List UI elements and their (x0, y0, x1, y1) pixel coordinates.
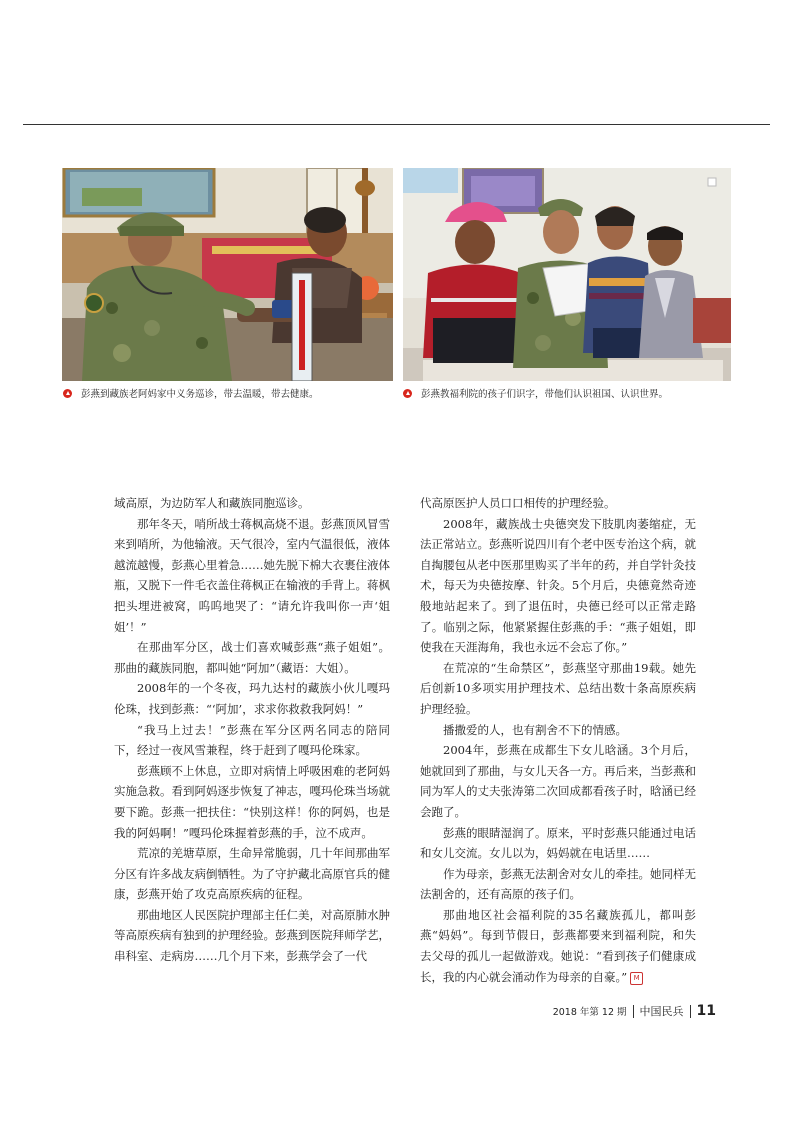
article-paragraph (114, 637, 390, 678)
paragraph-text: 那曲地区社会福利院的35名藏族孤儿，都叫彭燕“妈妈”。每到节假日，彭燕都要来到福利院，和失去父母的孤儿一起做游戏。她说：“看到孩子们健康成长，我的内心就会涌动作为母亲的自豪。” (420, 907, 696, 984)
article-paragraph (420, 823, 696, 864)
paragraph-text: 2008年的一个冬夜，玛九达村的藏族小伙儿嘎玛伦珠，找到彭燕：“‘阿加’，求求你救救我阿妈！” (114, 681, 390, 716)
article-paragraph (420, 864, 696, 905)
paragraph-text: 2008年，藏族战士央德突发下肢肌肉萎缩症，无法正常站立。彭燕听说四川有个老中医专治这个病，就自掏腰包从老中医那里购买了半年的药，并自学针灸技术，每天为央德按摩、针灸。5个月后，央德竟然奇迹般地站起来了。到了退伍时，央德已经可以正常走路了。临别之际，他紧紧握住彭燕的手：“燕子姐姐，即使我在天涯海角，我也永远不会忘了你。” (420, 516, 696, 655)
article-paragraph (420, 905, 696, 987)
footer-divider (633, 1005, 634, 1018)
article-paragraph (420, 514, 696, 658)
article-paragraph (114, 905, 390, 967)
article-paragraph (114, 514, 390, 638)
footer-divider (690, 1005, 691, 1018)
caption-triangle-icon (63, 389, 72, 398)
article-paragraph (114, 493, 390, 514)
photo-bp-check (62, 168, 393, 381)
article-paragraph (114, 843, 390, 905)
paragraph-text: 那年冬天，哨所战士蒋枫高烧不退。彭燕顶风冒雪来到哨所，为他输液。天气很冷，室内气温很低，液体越流越慢，彭燕心里着急……她先脱下棉大衣裹住液体瓶，又脱下一件毛衣盖住蒋枫正在输液的手背上。蒋枫把头埋进被窝，呜呜地哭了：“请允许我叫你一声‘姐姐’！” (114, 516, 390, 634)
paragraph-text: 彭燕的眼睛湿润了。原来，平时彭燕只能通过电话和女儿交流。女儿以为，妈妈就在电话里…… (420, 825, 696, 861)
paragraph-text: 域高原，为边防军人和藏族同胞巡诊。 (114, 496, 310, 510)
article-paragraph (114, 678, 390, 719)
article-end-icon: M (630, 972, 643, 985)
paragraph-text: 彭燕顾不上休息，立即对病情上呼吸困难的老阿妈实施急救。看到阿妈逐步恢复了神志，嘎玛伦珠当场就要下跪。彭燕一把扶住：“快别这样！你的阿妈，也是我的阿妈啊！”嘎玛伦珠握着彭燕的手，泣不成声。 (114, 763, 390, 840)
article-paragraph (420, 658, 696, 720)
header-rule (23, 124, 770, 125)
issue-label: 2018 年第 12 期 (552, 1007, 627, 1018)
paragraph-text: “我马上过去！”彭燕在军分区两名同志的陪同下，经过一夜风雪兼程，终于赶到了嘎玛伦珠家。 (114, 722, 390, 758)
caption-right-text: 彭燕教福利院的孩子们识字，带他们认识祖国、认识世界。 (421, 389, 669, 400)
paragraph-text: 代高原医护人员口口相传的护理经验。 (420, 496, 616, 510)
paragraph-text: 那曲地区人民医院护理部主任仁美，对高原肺水肿等高原疾病有独到的护理经验。彭燕到医院拜师学艺，串科室、走病房……几个月下来，彭燕学会了一代 (114, 907, 390, 964)
photo-teaching-children (403, 168, 731, 381)
paragraph-text: 播撒爱的人，也有割舍不下的情感。 (443, 722, 627, 737)
paragraph-text: 在那曲军分区，战士们喜欢喊彭燕“燕子姐姐”。那曲的藏族同胞，都叫她“阿加”（藏语：大姐）。 (114, 640, 390, 675)
photo-caption-right (403, 386, 668, 400)
paragraph-text: 在荒凉的“生命禁区”，彭燕坚守那曲19载。她先后创新10多项实用护理技术、总结出数十条高原疾病护理经验。 (420, 660, 696, 716)
article-paragraph (420, 740, 696, 822)
page-footer (553, 1003, 716, 1019)
paragraph-text: 作为母亲，彭燕无法割舍对女儿的牵挂。她同样无法割舍的，还有高原的孩子们。 (420, 866, 696, 902)
page-number: 11 (696, 1003, 716, 1019)
article-paragraph (114, 761, 390, 843)
article-column-left (114, 493, 390, 967)
article-paragraph (420, 720, 696, 741)
magazine-name: 中国民兵 (639, 1005, 684, 1018)
photo-caption-left (63, 386, 319, 400)
paragraph-text: 2004年，彭燕在成都生下女儿晗涵。3个月后，她就回到了那曲，与女儿天各一方。再后来，当彭燕和同为军人的丈夫张涛第二次回成都看孩子时，晗涵已经会跑了。 (420, 743, 696, 819)
article-column-right (420, 493, 696, 987)
caption-left-text: 彭燕到藏族老阿妈家中义务巡诊，带去温暖，带去健康。 (81, 389, 319, 400)
article-paragraph (114, 720, 390, 761)
article-paragraph (420, 493, 696, 514)
paragraph-text: 荒凉的羌塘草原，生命异常脆弱，几十年间那曲军分区有许多战友病倒牺牲。为了守护藏北高原官兵的健康，彭燕开始了攻克高原疾病的征程。 (114, 846, 390, 902)
caption-triangle-icon (403, 389, 412, 398)
